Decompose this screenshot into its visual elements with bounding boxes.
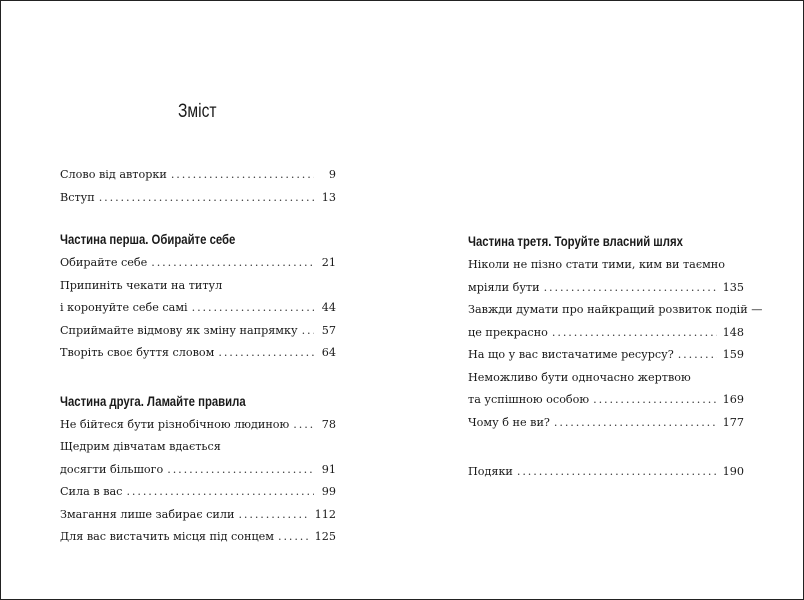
dot-leader	[238, 504, 308, 527]
dot-leader	[167, 459, 314, 482]
part-one-heading: Частина перша. Обирайте себе	[60, 232, 236, 247]
toc-entry-title: і коронуйте себе самі	[60, 301, 188, 314]
toc-page-number: 148	[722, 325, 744, 339]
toc-page-number: 64	[321, 346, 336, 359]
toc-entry-title: Змагання лише забирає сили	[60, 507, 235, 521]
toc-entry-title: мріяли бути	[468, 280, 540, 294]
dot-leader	[554, 412, 717, 435]
toc-title: Зміст	[178, 101, 217, 122]
toc-entry-title: На що у вас вистачатиме ресурсу?	[468, 348, 674, 361]
toc-entry-title: Не бійтеся бути різнобічною людиною	[60, 417, 290, 431]
toc-entry-foreword[interactable]	[60, 164, 336, 187]
dot-leader	[171, 164, 314, 187]
toc-entry-title: Творіть своє буття словом	[60, 346, 215, 359]
toc-page-number: 177	[722, 415, 744, 429]
dot-leader	[278, 526, 309, 549]
dot-leader	[544, 277, 717, 300]
toc-entry-title: Вступ	[60, 190, 95, 204]
toc-entry-title: Для вас вистачить місця під сонцем	[60, 530, 274, 543]
toc-page-number: 78	[321, 417, 336, 431]
toc-entry-title: досягти більшого	[60, 462, 164, 476]
toc-entry-title: та успішною особою	[468, 393, 590, 406]
toc-entry[interactable]	[60, 414, 336, 437]
dot-leader	[192, 297, 314, 320]
toc-entry-first-line[interactable]: Щедрим дівчатам вдається	[60, 440, 221, 453]
toc-entry-first-line[interactable]: Припиніть чекати на титул	[60, 278, 223, 292]
toc-entry-title: Обирайте себе	[60, 256, 148, 269]
toc-right-column	[468, 232, 763, 484]
dot-leader	[593, 389, 717, 412]
toc-entry[interactable]	[468, 277, 744, 300]
toc-entry-title: Слово від авторки	[60, 168, 167, 181]
dot-leader	[293, 414, 314, 437]
toc-page-number: 13	[321, 190, 336, 204]
toc-entry-title: Сила в вас	[60, 485, 123, 498]
toc-left-column	[60, 164, 336, 549]
toc-page-number: 99	[321, 485, 336, 498]
toc-entry[interactable]	[468, 412, 744, 435]
toc-entry-title: це прекрасно	[468, 325, 548, 339]
toc-entry[interactable]	[60, 526, 336, 549]
toc-entry[interactable]	[60, 481, 336, 504]
toc-entry[interactable]	[468, 322, 744, 345]
toc-page-number: 57	[321, 323, 336, 337]
toc-page-number: 21	[321, 256, 336, 269]
toc-entry-acknowledgments[interactable]	[468, 461, 744, 484]
toc-entry[interactable]	[468, 344, 744, 367]
toc-entry[interactable]	[60, 504, 336, 527]
toc-entry-title: Чому б не ви?	[468, 415, 550, 429]
toc-entry-first-line[interactable]: Ніколи не пізно стати тими, ким ви таємно	[468, 258, 725, 271]
dot-leader	[552, 322, 717, 345]
toc-entry[interactable]	[60, 297, 336, 320]
toc-page-number: 159	[722, 348, 744, 361]
toc-entry[interactable]	[60, 459, 336, 482]
part-three-heading: Частина третя. Торуйте власний шлях	[468, 234, 683, 249]
toc-page-number: 135	[722, 280, 744, 294]
dot-leader	[517, 461, 717, 484]
toc-page-number: 9	[328, 168, 336, 181]
toc-page-number: 190	[722, 465, 744, 478]
dot-leader	[126, 481, 314, 504]
toc-page-number: 44	[321, 301, 336, 314]
dot-leader	[151, 252, 314, 275]
dot-leader	[99, 187, 314, 210]
toc-page-number: 91	[321, 462, 336, 476]
toc-entry[interactable]	[468, 389, 744, 412]
toc-entry[interactable]	[60, 320, 336, 343]
part-two-heading: Частина друга. Ламайте правила	[60, 393, 246, 409]
toc-entry-first-line[interactable]: Завжди думати про найкращий розвиток подій —	[468, 303, 763, 316]
dot-leader	[218, 342, 314, 365]
toc-entry-first-line[interactable]: Неможливо бути одночасно жертвою	[468, 370, 691, 384]
toc-entry-title: Сприймайте відмову як зміну напрямку	[60, 323, 298, 337]
toc-entry-introduction[interactable]	[60, 187, 336, 210]
toc-page-number: 125	[314, 530, 336, 543]
toc-page-number: 169	[722, 393, 744, 406]
dot-leader	[302, 320, 314, 343]
toc-page-number: 112	[314, 507, 336, 521]
dot-leader	[678, 344, 717, 367]
toc-entry-title: Подяки	[468, 465, 513, 478]
toc-entry[interactable]	[60, 342, 336, 365]
toc-entry[interactable]	[60, 252, 336, 275]
